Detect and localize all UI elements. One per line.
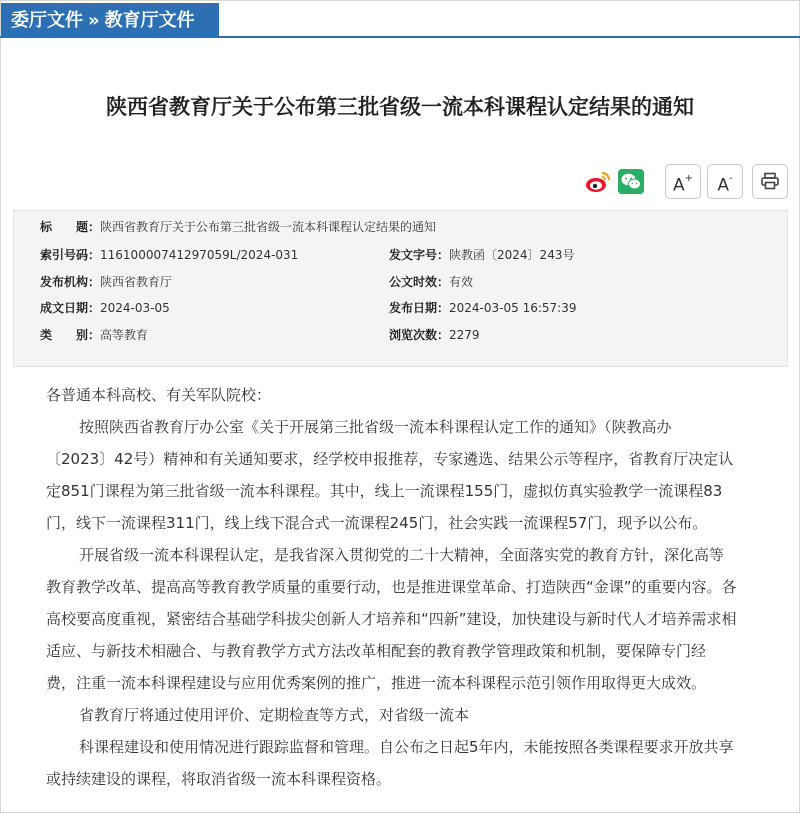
meta-title-row xyxy=(40,219,436,235)
breadcrumb-separator: » xyxy=(88,10,100,31)
meta-created-value: 2024-03-05 xyxy=(100,301,170,315)
meta-created-row xyxy=(40,300,170,316)
meta-index-value: 11610000741297059L/2024-031 xyxy=(100,248,299,262)
meta-category-key: 类 别： xyxy=(40,328,101,342)
paragraph-line: 高校要高度重视，紧密结合基础学科拔尖创新人才培养和“四新”建设，加快建设与新时代人才培养需求相 xyxy=(46,610,737,628)
meta-docno-key: 发文字号： xyxy=(389,248,450,262)
font-increase-button[interactable] xyxy=(665,164,701,199)
paragraph-line: 教育教学改革、提高高等教育教学质量的重要行动，也是推进课堂革命、打造陕西“金课”的重要内容。各 xyxy=(46,578,737,596)
paragraph-line: 或持续建设的课程，将取消省级一流本科课程资格。 xyxy=(46,770,392,788)
meta-issuer-key: 发布机构： xyxy=(40,275,101,289)
page-title: 陕西省教育厅关于公布第三批省级一流本科课程认定结果的通知 xyxy=(106,95,694,119)
meta-category-row xyxy=(40,327,148,343)
font-decrease-sup: - xyxy=(729,173,733,184)
meta-validity-row xyxy=(389,274,473,290)
print-button[interactable] xyxy=(752,164,788,199)
meta-docno-value: 陕教函〔2024〕243号 xyxy=(449,248,575,262)
font-decrease-button[interactable] xyxy=(707,164,743,199)
paragraph-line: 门，线下一流课程311门，线上线下混合式一流课程245门，社会实践一流课程57门，现予以公布。 xyxy=(46,514,708,532)
meta-views-value: 2279 xyxy=(449,328,480,342)
meta-index-key: 索引号码： xyxy=(40,248,101,262)
meta-published-key: 发布日期： xyxy=(389,301,450,315)
meta-issuer-value: 陕西省教育厅 xyxy=(100,275,173,289)
paragraph-line: 按照陕西省教育厅办公室《关于开展第三批省级一流本科课程认定工作的通知》（陕教高办 xyxy=(79,418,672,436)
meta-issuer-row xyxy=(40,274,172,290)
paragraph-line: 科课程建设和使用情况进行跟踪监督和管理。自公布之日起5年内，未能按照各类课程要求开放共享 xyxy=(79,738,734,756)
salutation: 各普通本科高校、有关军队院校： xyxy=(46,386,272,404)
paragraph-line: 开展省级一流本科课程认定，是我省深入贯彻党的二十大精神，全面落实党的教育方针，深化高等 xyxy=(79,546,725,564)
paragraph-line: 省教育厅将通过使用评价、定期检查等方式，对省级一流本 xyxy=(79,706,470,724)
metadata-panel xyxy=(13,210,788,367)
meta-title-key: 标 题： xyxy=(40,220,101,234)
meta-validity-key: 公文时效： xyxy=(389,275,450,289)
breadcrumb-parent[interactable]: 委厅文件 xyxy=(11,10,83,31)
meta-docno-row xyxy=(389,247,574,263)
font-increase-label: A xyxy=(672,175,685,196)
printer-icon xyxy=(760,171,780,191)
meta-published-value: 2024-03-05 16:57:39 xyxy=(449,301,577,315)
breadcrumb-current[interactable]: 教育厅文件 xyxy=(104,10,195,31)
paragraph-line: 费，注重一流本科课程建设与应用优秀案例的推广，推进一流本科课程示范引领作用取得更大成效。 xyxy=(46,674,707,692)
meta-title-value: 陕西省教育厅关于公布第三批省级一流本科课程认定结果的通知 xyxy=(100,220,437,234)
weibo-share-icon[interactable] xyxy=(585,170,611,194)
meta-validity-value: 有效 xyxy=(449,275,474,289)
breadcrumb-bar xyxy=(0,0,800,38)
paragraph-line: 〔2023〕42号）精神和有关通知要求，经学校申报推荐，专家遴选、结果公示等程序，省教育厅决定认 xyxy=(46,450,734,468)
font-decrease-label: A xyxy=(717,175,730,196)
paragraph-line: 定851门课程为第三批省级一流本科课程。其中，线上一流课程155门，虚拟仿真实验教学一流课程83 xyxy=(46,482,723,500)
meta-category-value: 高等教育 xyxy=(100,328,149,342)
paragraph-line: 适应、与新技术相融合、与教育教学方式方法改革相配套的教育教学管理政策和机制，要保障专门经 xyxy=(46,642,707,660)
breadcrumb xyxy=(1,3,219,38)
meta-views-key: 浏览次数： xyxy=(389,328,450,342)
meta-created-key: 成文日期： xyxy=(40,301,101,315)
font-increase-sup: + xyxy=(684,173,694,184)
meta-views-row xyxy=(389,327,480,343)
wechat-share-icon[interactable] xyxy=(618,169,644,194)
meta-index-row xyxy=(40,247,298,263)
meta-published-row xyxy=(389,300,576,316)
